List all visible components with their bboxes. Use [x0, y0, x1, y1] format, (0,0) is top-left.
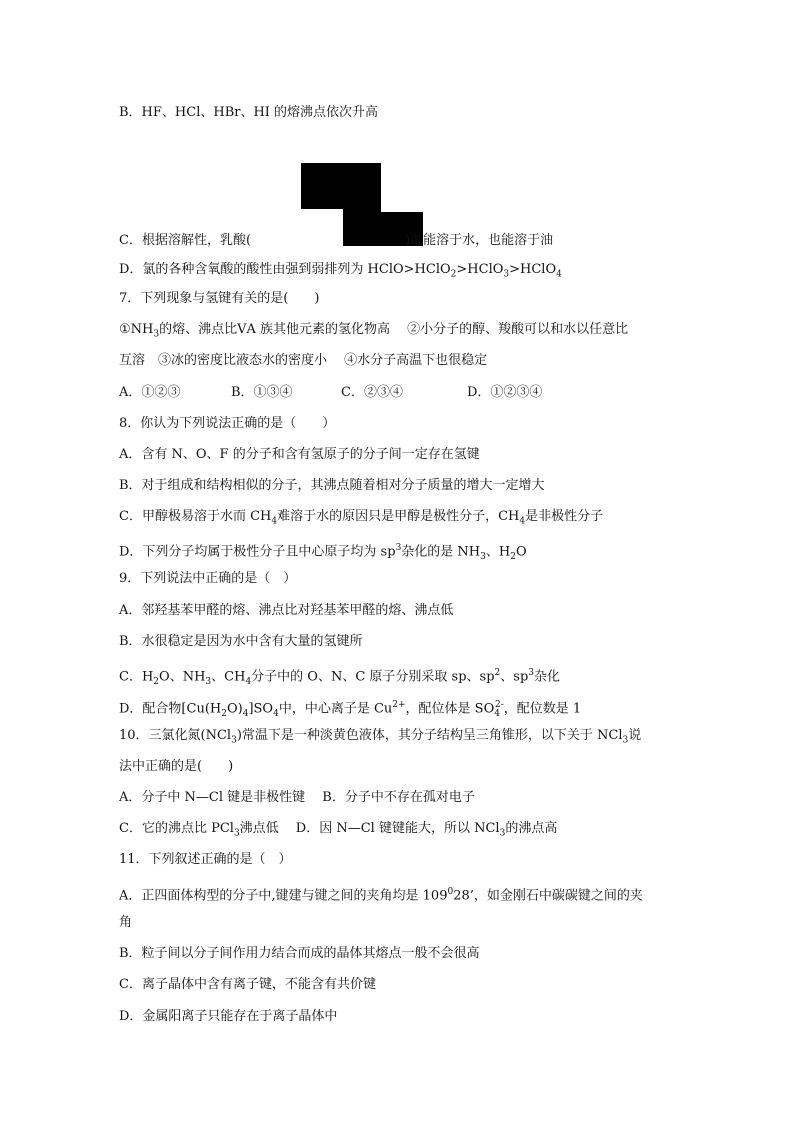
lactic-acid-structure-image [301, 163, 381, 209]
question-9-option-a: A．邻羟基苯甲醛的熔、沸点比对羟基苯甲醛的熔、沸点低 [119, 603, 454, 618]
question-8-option-a: A．含有 N、O、F 的分子和含有氢原子的分子间一定存在氢键 [119, 447, 480, 462]
question-11-title: 11．下列叙述正确的是（ ） [119, 852, 292, 867]
question-7-title: 7．下列现象与氢键有关的是( ) [119, 291, 320, 306]
question-8-option-b: B．对于组成和结构相似的分子，其沸点随着相对分子质量的增大一定增大 [119, 478, 545, 493]
question-11-option-d: D．金属阳离子只能存在于离子晶体中 [119, 1009, 338, 1024]
question-9-option-d: D．配合物$[Cu(H_2O)_4]SO_4$中，中心离子是 $Cu^{2+}$，配位体是 $SO_4^{2-}$，配位数是 1 [119, 700, 582, 719]
question-10-title-cont: 法中正确的是( ) [119, 759, 234, 774]
question-9-option-c: C．$H_2O$、$NH_3$、$CH_4$分子中的 O、N、C 原子分别采取 sp、$sp^2$、$sp^3$杂化 [119, 668, 561, 687]
option-c-line: C．根据溶解性，乳酸( )既能溶于水，也能溶于油 [119, 233, 554, 248]
option-d-line: D．氯的各种含氧酸的酸性由强到弱排列为 HClO>HClO$_2$>HClO$_3$>HClO$_4$ [119, 262, 562, 280]
question-7-statement-cont: 互溶 ③冰的密度比液态水的密度小 ④水分子高温下也很稳定 [119, 353, 488, 368]
question-7-options: A．①②③ B．①③④ C．②③④ D．①②③④ [119, 385, 543, 400]
question-11-option-a: A．正四面体构型的分子中,键建与键之间的夹角均是 $109^028$’，如金刚石中碳碳键之间的夹 [119, 887, 643, 904]
question-10-options-ab: A．分子中 N—Cl 键是非极性键 B．分子中不存在孤对电子 [119, 790, 475, 805]
question-8-option-c: C．甲醇极易溶于水而 $CH_4$难溶于水的原因只是甲醇是极性分子，$CH_4$是非极性分子 [119, 509, 604, 527]
question-10-options-cd: C．它的沸点比 PCl$_3$沸点低 D．因 N—Cl 键键能大，所以 NCl$_3$的沸点高 [119, 821, 558, 839]
question-11-option-a-cont: 角 [119, 915, 133, 930]
question-9-title: 9．下列说法中正确的是（ ） [119, 571, 297, 586]
option-b-line: B．HF、HCl、HBr、HI 的熔沸点依次升高 [119, 105, 379, 120]
question-11-option-c: C．离子晶体中含有离子键，不能含有共价键 [119, 977, 376, 992]
question-7-statement: $①NH_3$的熔、沸点比ⅤA 族其他元素的氢化物高 ②小分子的醇、羧酸可以和水以任意比 [119, 322, 629, 340]
question-9-option-b: B．水很稳定是因为水中含有大量的氢键所 [119, 634, 363, 649]
question-8-option-d: D．下列分子均属于极性分子且中心原子均为 $sp^3$杂化的是 $NH_3$、$H_2O$ [119, 543, 527, 562]
question-10-title: 10．三氯化氮(NCl$_3$)常温下是一种淡黄色液体，其分子结构呈三角锥形，以下关于 NCl$_3$说 [119, 728, 642, 746]
question-11-option-b: B．粒子间以分子间作用力结合而成的晶体其熔点一般不会很高 [119, 946, 480, 961]
question-8-title: 8．你认为下列说法正确的是（ ） [119, 416, 336, 431]
